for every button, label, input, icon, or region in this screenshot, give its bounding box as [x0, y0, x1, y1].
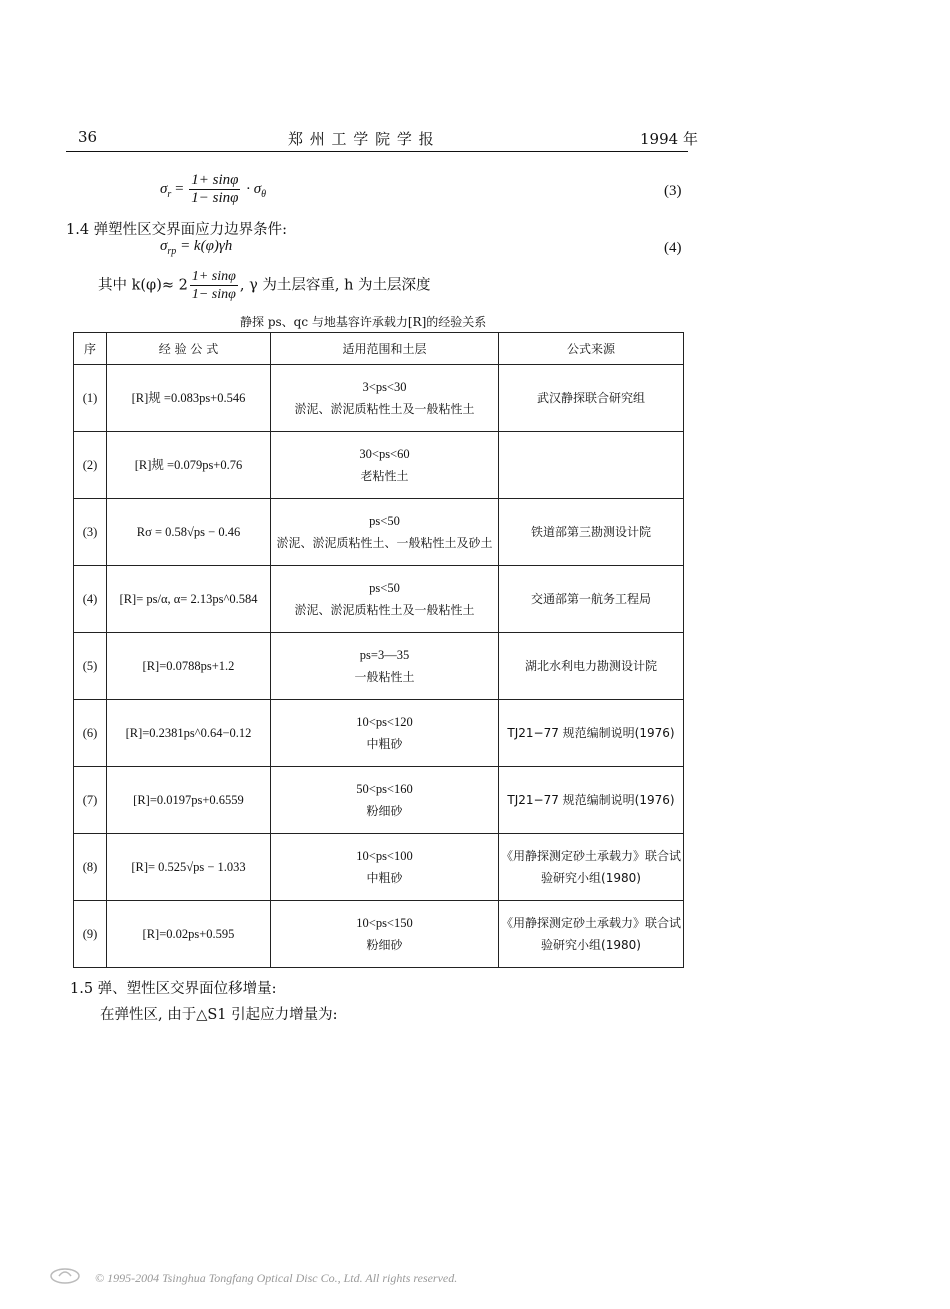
row-range-soil: [271, 365, 499, 432]
table-row: [74, 901, 684, 968]
row-source: [499, 432, 684, 499]
cnki-logo-icon: [47, 1265, 83, 1287]
equation-note: 其中 k(φ)≈ 2 $\frac{1+ \sin\varphi}{1- \sin\varphi}$ , γ 为土层容重, h 为土层深度: [98, 269, 431, 302]
row-range-soil: [271, 767, 499, 834]
equation-4: $\sigma_{rp} = k(\varphi)\gamma h$: [160, 238, 233, 257]
row-formula: [R]=0.0197ps+0.6559: [107, 767, 271, 834]
journal-title: 郑 州 工 学 院 学 报: [288, 130, 435, 148]
row-soil: 老粘性土: [360, 469, 409, 483]
row-formula: [R]=0.0788ps+1.2: [107, 633, 271, 700]
row-formula: [R]= ps/α, α= 2.13ps^0.584: [107, 566, 271, 633]
row-soil: 粉细砂: [366, 938, 403, 952]
row-soil: 粉细砂: [366, 804, 403, 818]
row-formula: [R]=0.02ps+0.595: [107, 901, 271, 968]
row-range-soil: [271, 700, 499, 767]
row-number: (4): [74, 566, 107, 633]
publication-year: 1994 年: [640, 130, 698, 148]
row-soil: 中粗砂: [366, 871, 403, 885]
header-no: 序: [74, 333, 107, 365]
table-row: [74, 767, 684, 834]
row-number: (2): [74, 432, 107, 499]
row-range-soil: [271, 432, 499, 499]
row-range: ps=3—35: [359, 648, 410, 662]
table-header-row: [74, 333, 684, 365]
row-range: ps<50: [369, 514, 400, 528]
page-number: 36: [78, 128, 98, 146]
row-range-soil: [271, 834, 499, 901]
row-soil: 淤泥、淤泥质粘性土及一般粘性土: [294, 603, 475, 617]
table-row: [74, 633, 684, 700]
row-number: (8): [74, 834, 107, 901]
header-formula: 经 验 公 式: [107, 333, 271, 365]
section-1-5-text: 在弹性区, 由于△S1 引起应力增量为:: [100, 1007, 338, 1023]
row-range-soil: [271, 566, 499, 633]
row-range: 30<ps<60: [359, 447, 410, 461]
table-row: [74, 365, 684, 432]
row-range: 10<ps<100: [356, 849, 413, 863]
copyright-notice: © 1995-2004 Tsinghua Tongfang Optical Disc Co., Ltd. All rights reserved.: [95, 1271, 458, 1285]
table-row: [74, 566, 684, 633]
row-range-soil: [271, 499, 499, 566]
empirical-relation-table: [73, 332, 684, 968]
row-range: 10<ps<150: [356, 916, 413, 930]
header-source: 公式来源: [499, 333, 684, 365]
table-caption: 静探 ps、qc 与地基容许承载力[R]的经验关系: [240, 315, 487, 329]
equation-3: $\sigma_r$ = $\frac{1+ \sin\varphi}{1- \sin\varphi}$ · $\sigma_\theta$: [160, 172, 267, 206]
row-soil: 中粗砂: [366, 737, 403, 751]
row-source: 《用静探测定砂土承载力》联合试验研究小组(1980): [499, 901, 684, 968]
header-range-soil: 适用范围和土层: [271, 333, 499, 365]
row-formula: [R]规 =0.083ps+0.546: [107, 365, 271, 432]
row-source: 《用静探测定砂土承载力》联合试验研究小组(1980): [499, 834, 684, 901]
row-formula: [R]=0.2381ps^0.64−0.12: [107, 700, 271, 767]
row-number: (6): [74, 700, 107, 767]
row-formula: [R]规 =0.079ps+0.76: [107, 432, 271, 499]
row-soil: 淤泥、淤泥质粘性土及一般粘性土: [294, 402, 475, 416]
row-source: 湖北水利电力勘测设计院: [499, 633, 684, 700]
row-range: ps<50: [369, 581, 400, 595]
equation-4-number: (4): [664, 240, 682, 256]
row-source: 铁道部第三勘测设计院: [499, 499, 684, 566]
row-number: (9): [74, 901, 107, 968]
row-source: TJ21−77 规范编制说明(1976): [499, 767, 684, 834]
row-number: (1): [74, 365, 107, 432]
row-formula: [R]= 0.525√ps − 1.033: [107, 834, 271, 901]
row-source: 武汉静探联合研究组: [499, 365, 684, 432]
header-rule: [66, 151, 688, 152]
row-range: 10<ps<120: [356, 715, 413, 729]
table-row: [74, 499, 684, 566]
equation-3-fraction: $\frac{1+ \sin\varphi}{1- \sin\varphi}$: [191, 172, 239, 206]
row-number: (5): [74, 633, 107, 700]
table-row: [74, 432, 684, 499]
row-range-soil: [271, 633, 499, 700]
row-range-soil: [271, 901, 499, 968]
row-formula: Rσ = 0.58√ps − 0.46: [107, 499, 271, 566]
table-row: [74, 700, 684, 767]
row-number: (3): [74, 499, 107, 566]
row-soil: 一般粘性土: [354, 670, 415, 684]
section-1-5-heading: 1.5 弹、塑性区交界面位移增量:: [70, 981, 277, 997]
row-number: (7): [74, 767, 107, 834]
equation-3-number: (3): [664, 183, 682, 199]
row-range: 50<ps<160: [356, 782, 413, 796]
section-1-4-heading: 1.4 弹塑性区交界面应力边界条件:: [66, 222, 288, 238]
row-source: TJ21−77 规范编制说明(1976): [499, 700, 684, 767]
table-row: [74, 834, 684, 901]
row-soil: 淤泥、淤泥质粘性土、一般粘性土及砂土: [276, 536, 493, 550]
row-range: 3<ps<30: [362, 380, 407, 394]
row-source: 交通部第一航务工程局: [499, 566, 684, 633]
